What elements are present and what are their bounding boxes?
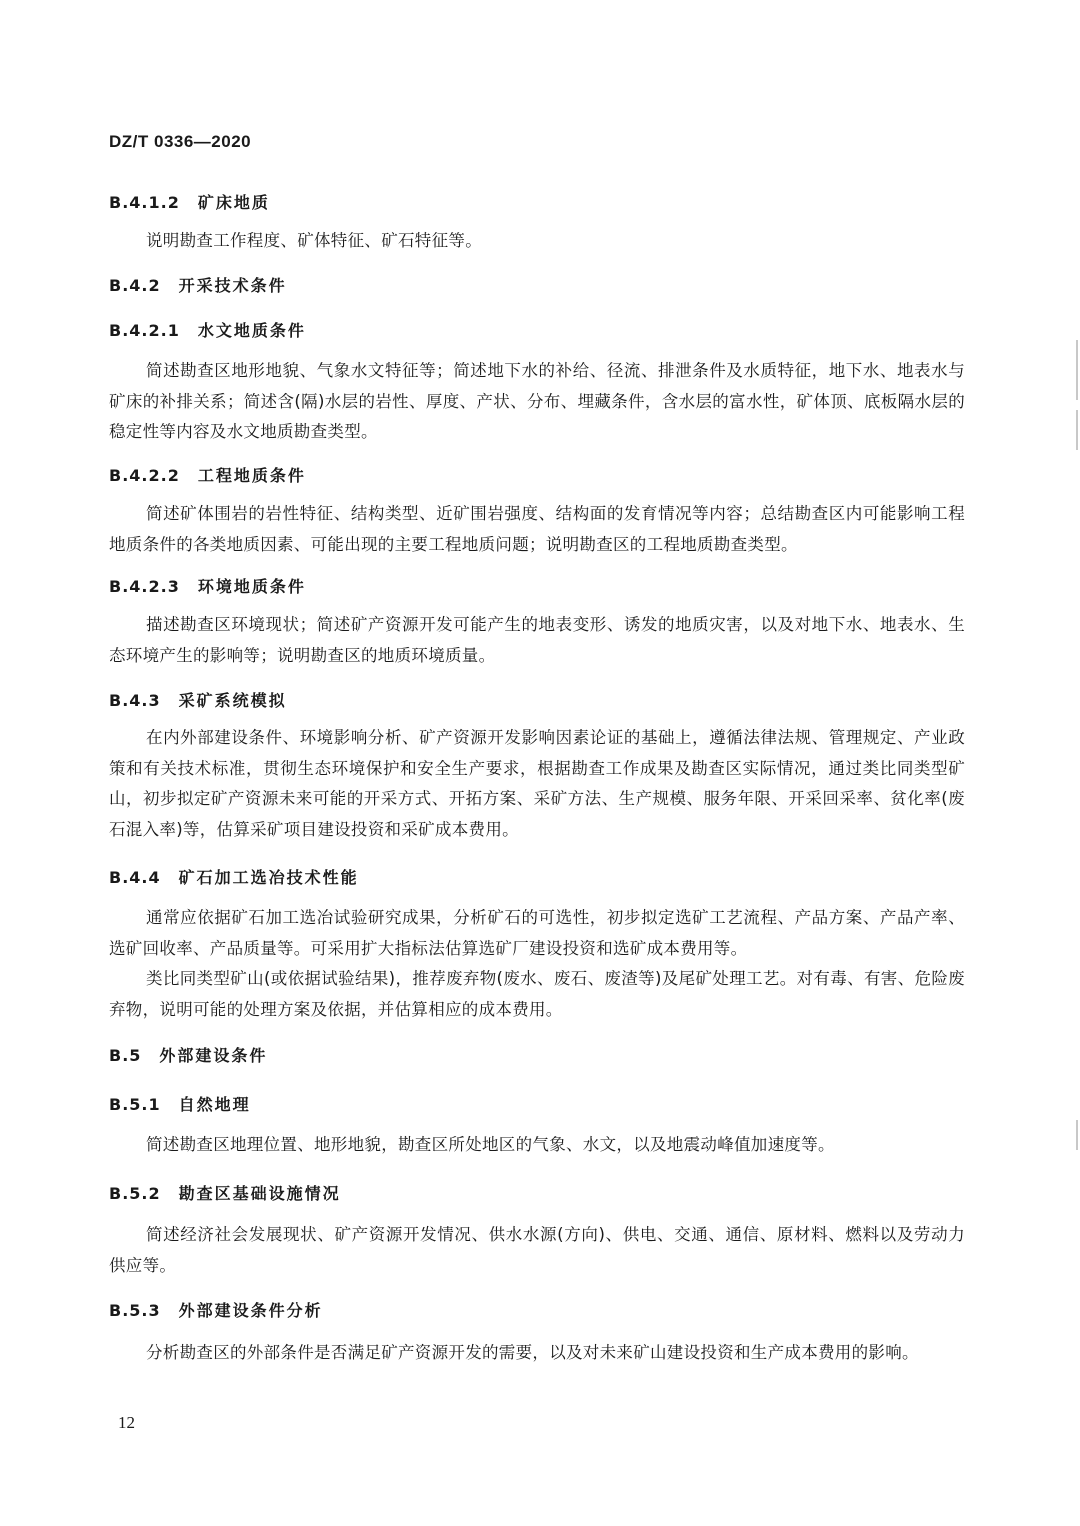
section-heading: [109, 574, 306, 597]
paragraph: 说明勘查工作程度、矿体特征、矿石特征等。: [146, 231, 482, 250]
section-number: B.4.3: [109, 691, 161, 710]
section-heading: [109, 1298, 323, 1321]
section-number: B.5.3: [109, 1301, 161, 1320]
scan-edge-mark: [1076, 1120, 1078, 1150]
section-number: B.4.2.3: [109, 577, 180, 596]
section-title: 采矿系统模拟: [178, 691, 287, 710]
section-title: 矿石加工选冶技术性能: [178, 868, 359, 887]
section-number: B.5.1: [109, 1095, 161, 1114]
paragraph: 简述矿体围岩的岩性特征、结构类型、近矿围岩强度、结构面的发育情况等内容；总结勘查区内可能影响工程地质条件的各类地质因素、可能出现的主要工程地质问题；说明勘查区的工程地质勘查类型。: [109, 504, 965, 554]
paragraph: 简述勘查区地理位置、地形地貌，勘查区所处地区的气象、水文，以及地震动峰值加速度等。: [146, 1135, 835, 1154]
section-number: B.4.2.2: [109, 466, 180, 485]
scan-edge-mark: [1076, 410, 1078, 450]
section-number: B.4.1.2: [109, 193, 180, 212]
section-title: 开采技术条件: [178, 276, 287, 295]
section-number: B.5.2: [109, 1184, 161, 1203]
section-heading: [109, 688, 287, 711]
paragraph: 简述经济社会发展现状、矿产资源开发情况、供水水源(方向)、供电、交通、通信、原材料、燃料以及劳动力供应等。: [109, 1225, 965, 1275]
section-heading: [109, 463, 306, 486]
section-heading: [109, 1092, 251, 1115]
section-number: B.4.2: [109, 276, 161, 295]
paragraph: 描述勘查区环境现状；简述矿产资源开发可能产生的地表变形、诱发的地质灾害，以及对地下水、地表水、生态环境产生的影响等；说明勘查区的地质环境质量。: [109, 615, 965, 665]
section-title: 矿床地质: [197, 193, 270, 212]
section-number: B.4.2.1: [109, 321, 180, 340]
standard-code: DZ/T 0336—2020: [109, 132, 252, 151]
section-title: 环境地质条件: [197, 577, 306, 596]
paragraph: 分析勘查区的外部条件是否满足矿产资源开发的需要，以及对未来矿山建设投资和生产成本费用的影响。: [146, 1343, 919, 1362]
section-number: B.5: [109, 1046, 142, 1065]
section-title: 水文地质条件: [197, 321, 306, 340]
section-title: 自然地理: [178, 1095, 251, 1114]
section-number: B.4.4: [109, 868, 161, 887]
scan-edge-mark: [1076, 340, 1078, 400]
section-title: 外部建设条件: [159, 1046, 268, 1065]
paragraph: 简述勘查区地形地貌、气象水文特征等；简述地下水的补给、径流、排泄条件及水质特征，地下水、地表水与矿床的补排关系；简述含(隔)水层的岩性、厚度、产状、分布、埋藏条件，含水层的富水性，矿体顶、底板隔水层的稳定性等内容及水文地质勘查类型。: [109, 361, 965, 441]
section-title: 外部建设条件分析: [178, 1301, 323, 1320]
page-number: 12: [118, 1413, 135, 1432]
section-heading: [109, 865, 359, 888]
section-heading: [109, 1181, 341, 1204]
section-heading: [109, 1043, 267, 1066]
section-title: 工程地质条件: [197, 466, 306, 485]
paragraph: 类比同类型矿山(或依据试验结果)，推荐废弃物(废水、废石、废渣等)及尾矿处理工艺。对有毒、有害、危险废弃物，说明可能的处理方案及依据，并估算相应的成本费用。: [109, 969, 965, 1019]
section-heading: [109, 190, 270, 213]
section-title: 勘查区基础设施情况: [178, 1184, 341, 1203]
section-heading: [109, 273, 287, 296]
paragraph: 在内外部建设条件、环境影响分析、矿产资源开发影响因素论证的基础上，遵循法律法规、管理规定、产业政策和有关技术标准，贯彻生态环境保护和安全生产要求，根据勘查工作成果及勘查区实际情况，通过类比同类型矿山，初步拟定矿产资源未来可能的开采方式、开拓方案、采矿方法、生产规模、服务年限、开采回采率、贫化率(废石混入率)等，估算采矿项目建设投资和采矿成本费用。: [109, 728, 965, 839]
paragraph: 通常应依据矿石加工选冶试验研究成果，分析矿石的可选性，初步拟定选矿工艺流程、产品方案、产品产率、选矿回收率、产品质量等。可采用扩大指标法估算选矿厂建设投资和选矿成本费用等。: [109, 908, 965, 958]
section-heading: [109, 318, 306, 341]
